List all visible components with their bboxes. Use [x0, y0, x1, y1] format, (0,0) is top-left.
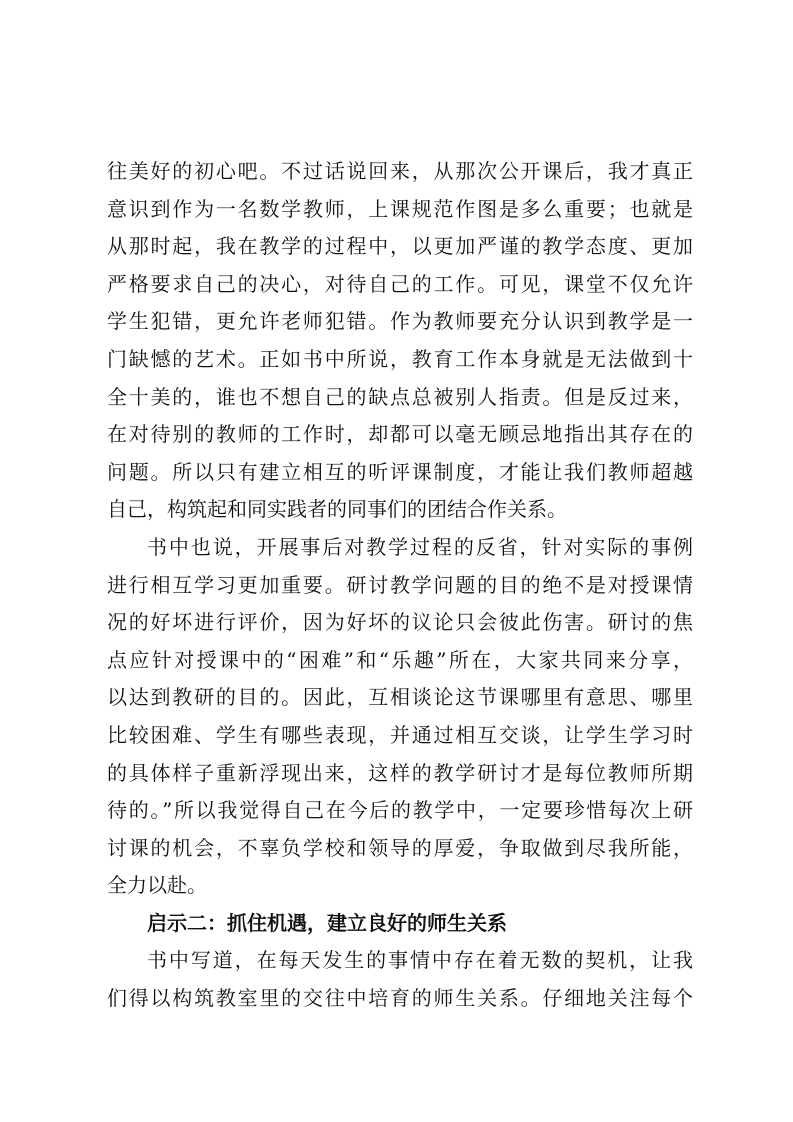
text-line: 进行相互学习更加重要。研讨教学问题的目的绝不是对授课情 [107, 572, 693, 597]
text-line: 讨课的机会，不辜负学校和领导的厚爱，争取做到尽我所能， [107, 835, 693, 860]
text-line: 全十美的，谁也不想自己的缺点总被别人指责。但是反过来， [107, 384, 693, 409]
text-line: 严格要求自己的决心，对待自己的工作。可见，课堂不仅允许 [107, 271, 693, 296]
text-line: 待的。”所以我觉得自己在今后的教学中，一定要珍惜每次上研 [107, 798, 693, 823]
document-body [107, 153, 693, 1018]
paragraph-first-line: 书中也说，开展事后对教学过程的反省，针对实际的事例 [147, 534, 693, 559]
text-line: 往美好的初心吧。不过话说回来，从那次公开课后，我才真正 [107, 159, 693, 183]
text-line: 学生犯错，更允许老师犯错。作为教师要充分认识到教学是一 [107, 309, 693, 334]
text-line: 的具体样子重新浮现出来，这样的教学研讨才是每位教师所期 [107, 760, 693, 785]
text-line: 点应针对授课中的“困难”和“乐趣”所在，大家共同来分享， [107, 647, 693, 672]
text-line: 问题。所以只有建立相互的听评课制度，才能让我们教师超越 [107, 459, 693, 484]
text-line: 门缺憾的艺术。正如书中所说，教育工作本身就是无法做到十 [107, 346, 693, 371]
text-line: 以达到教研的目的。因此，互相谈论这节课哪里有意思、哪里 [107, 685, 693, 710]
text-line: 从那时起，我在教学的过程中，以更加严谨的教学态度、更加 [107, 234, 693, 259]
paragraph-last-line: 自己，构筑起和同实践者的同事们的团结合作关系。 [107, 497, 567, 522]
paragraph-first-line: 书中写道，在每天发生的事情中存在着无数的契机，让我 [147, 948, 693, 973]
text-line: 况的好坏进行评价，因为好坏的议论只会彼此伤害。研讨的焦 [107, 610, 693, 635]
text-line: 比较困难、学生有哪些表现，并通过相互交谈，让学生学习时 [107, 722, 693, 747]
text-line: 们得以构筑教室里的交往中培育的师生关系。仔细地关注每个 [107, 986, 693, 1011]
text-line: 意识到作为一名数学教师，上课规范作图是多么重要；也就是 [107, 196, 693, 221]
paragraph-last-line: 全力以赴。 [107, 873, 207, 898]
section-heading: 启示二：抓住机遇，建立良好的师生关系 [147, 910, 507, 935]
text-line: 在对待别的教师的工作时，却都可以毫无顾忌地指出其存在的 [107, 422, 693, 447]
